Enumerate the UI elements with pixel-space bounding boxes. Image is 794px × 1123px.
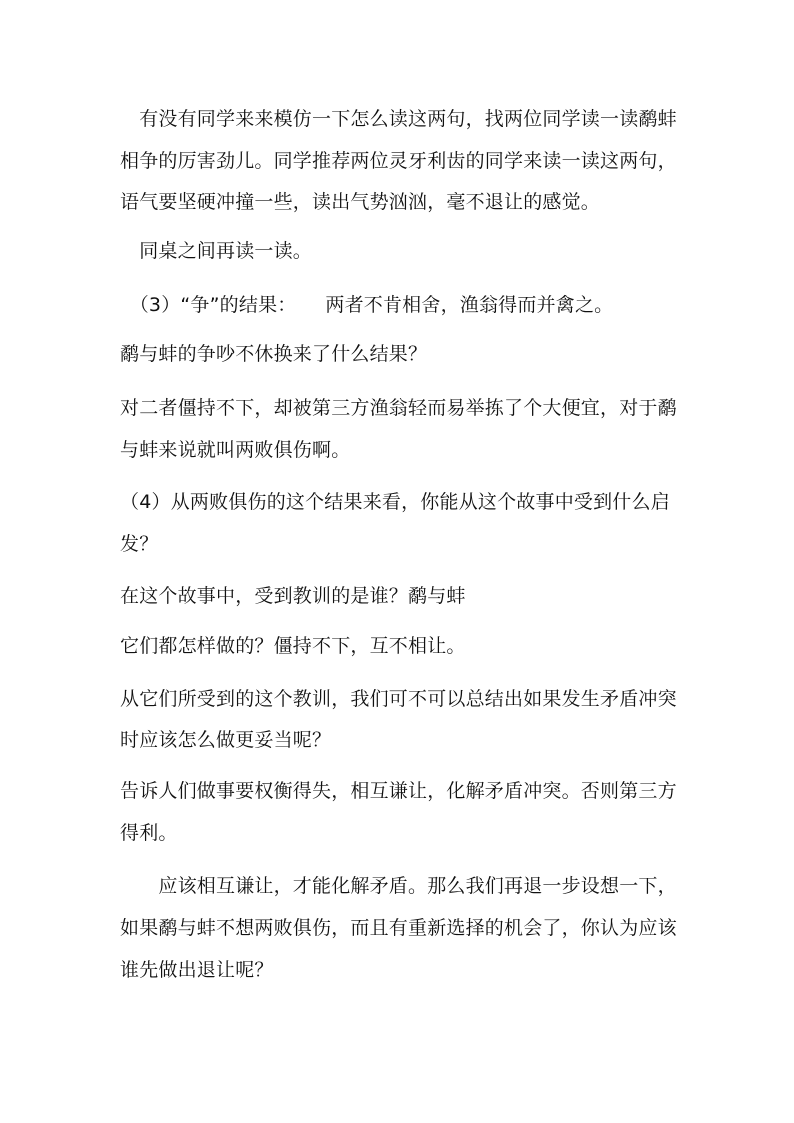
text-line: （4）从两败俱伤的这个结果来看，你能从这个故事中受到什么启 xyxy=(120,491,670,513)
text-line: 时应该怎么做更妥当呢？ xyxy=(120,729,332,751)
text-line: 谁先做出退让呢？ xyxy=(120,959,274,981)
text-line: 相争的厉害劲儿。同学推荐两位灵牙利齿的同学来读一读这两句， xyxy=(120,150,677,172)
text-line: 发？ xyxy=(120,533,159,555)
text-line: 对二者僵持不下，却被第三方渔翁轻而易举拣了个大便宜，对于鹬 xyxy=(120,397,677,419)
text-line: 从它们所受到的这个教训，我们可不可以总结出如果发生矛盾冲突 xyxy=(120,688,677,710)
text-line: 鹬与蚌的争吵不休换来了什么结果？ xyxy=(120,343,428,365)
text-line: 应该相互谦让，才能化解矛盾。那么我们再退一步设想一下， xyxy=(120,875,677,897)
text-line: 告诉人们做事要权衡得失，相互谦让，化解矛盾冲突。否则第三方 xyxy=(120,780,677,802)
text-line: 如果鹬与蚌不想两败俱伤，而且有重新选择的机会了，你认为应该 xyxy=(120,917,677,939)
text-line: 得利。 xyxy=(120,822,178,844)
text-line: 与蚌来说就叫两败俱伤啊。 xyxy=(120,439,351,461)
text-line: 语气要坚硬冲撞一些，读出气势汹汹，毫不退让的感觉。 xyxy=(120,191,601,213)
text-line: 同桌之间再读一读。 xyxy=(120,240,313,262)
text-line: 在这个故事中，受到教训的是谁？鹬与蚌 xyxy=(120,585,466,607)
text-line: 它们都怎样做的？僵持不下，互不相让。 xyxy=(120,635,466,657)
text-line: （3）“争”的结果： 两者不肯相舍，渔翁得而并禽之。 xyxy=(120,294,614,316)
text-line: 有没有同学来来模仿一下怎么读这两句，找两位同学读一读鹬蚌 xyxy=(120,108,677,130)
